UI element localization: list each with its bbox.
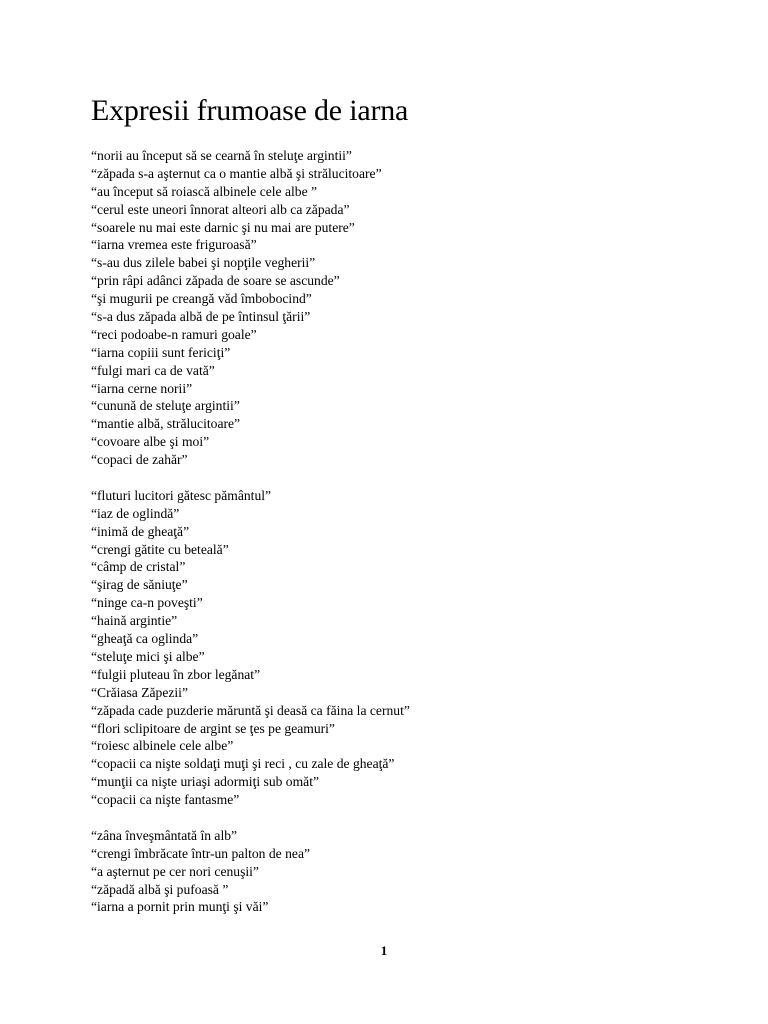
expression-line: “Crăiasa Zăpezii” — [91, 684, 188, 700]
document-body — [91, 147, 711, 934]
expression-line: “roiesc albinele cele albe” — [91, 738, 234, 754]
expression-line: “crengi gătite cu beteală” — [91, 541, 229, 557]
expression-line: “zăpadă albă şi pufoasă ” — [91, 881, 229, 897]
expression-line: “zâna înveşmântată în alb” — [91, 827, 238, 843]
expression-line: “haină argintie” — [91, 613, 178, 629]
expression-line: “inimă de gheaţă” — [91, 523, 190, 539]
expression-line: “reci podoabe-n ramuri goale” — [91, 326, 257, 342]
expression-line: “cunună de steluţe argintii” — [91, 398, 240, 414]
page-number: 1 — [380, 943, 388, 958]
expression-line: “câmp de cristal” — [91, 559, 186, 575]
expression-group — [91, 147, 711, 469]
expression-line: “s-au dus zilele babei şi nopţile vegherii” — [91, 255, 316, 271]
expression-line: “fulgii pluteau în zbor legănat” — [91, 666, 261, 682]
expression-line: “copacii ca nişte soldaţi muţi şi reci , cu zale de gheaţă” — [91, 756, 395, 772]
expression-line: “norii au început să se cearnă în steluţe argintii” — [91, 148, 352, 163]
expression-line: “crengi îmbrăcate într-un palton de nea” — [91, 845, 311, 861]
expression-line: “steluţe mici şi albe” — [91, 648, 205, 664]
expression-line: “mantie albă, strălucitoare” — [91, 416, 241, 432]
expression-line: “iarna cerne norii” — [91, 380, 193, 396]
expression-line: “iarna vremea este friguroasă” — [91, 237, 257, 253]
expression-line: “iarna a pornit prin munţi şi văi” — [91, 899, 269, 915]
expression-line: “gheaţă ca oglinda” — [91, 631, 199, 647]
expression-line: “zăpada cade puzderie măruntă şi deasă ca făina la cernut” — [91, 702, 410, 718]
expression-line: “munţii ca nişte uriaşi adormiţi sub omăt” — [91, 774, 320, 790]
expression-line: “copacii ca nişte fantasme” — [91, 792, 240, 808]
expression-line: “fluturi lucitori gătesc pământul” — [91, 487, 272, 503]
expression-line: “s-a dus zăpada albă de pe întinsul ţării” — [91, 309, 311, 325]
expression-line: “iarna copiii sunt fericiţi” — [91, 344, 231, 360]
expression-line: “fulgi mari ca de vată” — [91, 362, 215, 378]
expression-line: “flori sclipitoare de argint se ţes pe geamuri” — [91, 720, 335, 736]
expression-line: “şirag de săniuţe” — [91, 577, 188, 593]
expression-line: “zăpada s-a aşternut ca o mantie albă şi strălucitoare” — [91, 165, 382, 181]
document-title: Expresii frumoase de iarna — [91, 94, 409, 127]
expression-group — [91, 827, 711, 916]
expression-line: “covoare albe şi moi” — [91, 434, 210, 450]
expression-line: “soarele nu mai este darnic şi nu mai are putere” — [91, 219, 355, 235]
expression-line: “iaz de oglindă” — [91, 505, 180, 521]
expression-line: “cerul este uneori înnorat alteori alb ca zăpada” — [91, 201, 350, 217]
expression-group — [91, 487, 711, 809]
expression-line: “a aşternut pe cer nori cenuşii” — [91, 863, 259, 879]
expression-line: “şi mugurii pe creangă văd îmbobocind” — [91, 291, 312, 307]
expression-line: “prin râpi adânci zăpada de soare se ascunde” — [91, 273, 340, 289]
expression-line: “copaci de zahăr” — [91, 452, 188, 468]
expression-line: “ninge ca-n poveşti” — [91, 595, 203, 611]
expression-line: “au început să roiască albinele cele albe ” — [91, 183, 318, 199]
